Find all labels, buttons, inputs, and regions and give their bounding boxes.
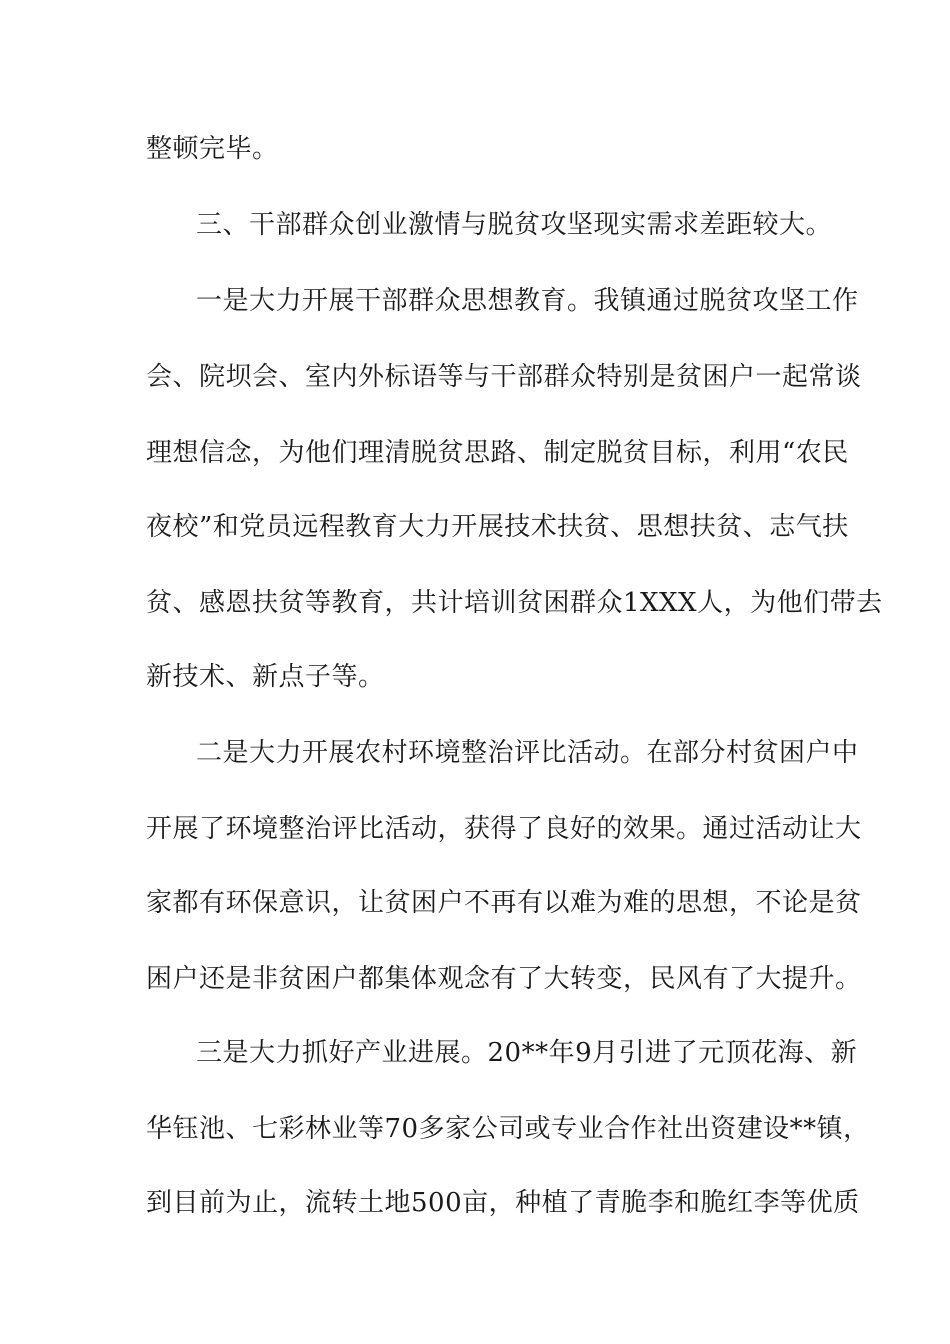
paragraph-line: 家都有环保意识，让贫困户不再有以难为难的思想，不论是贫 bbox=[146, 888, 862, 918]
paragraph-line: 华钰池、七彩林业等70多家公司或专业合作社出资建设**镇， bbox=[146, 1114, 870, 1144]
paragraph-line: 整顿完毕。 bbox=[146, 134, 279, 164]
paragraph-line: 到目前为止，流转土地500亩，种植了青脆李和脆红李等优质 bbox=[146, 1188, 860, 1218]
paragraph-line: 新技术、新点子等。 bbox=[146, 662, 385, 692]
section-heading: 三、干部群众创业激情与脱贫攻坚现实需求差距较大。 bbox=[196, 210, 833, 240]
paragraph-line: 困户还是非贫困户都集体观念有了大转变，民风有了大提升。 bbox=[146, 964, 862, 994]
paragraph-line: 二是大力开展农村环境整治评比活动。在部分村贫困户中 bbox=[196, 738, 859, 768]
paragraph-line: 三是大力抓好产业进展。20**年9月引进了元顶花海、新 bbox=[196, 1038, 858, 1068]
paragraph-line: 理想信念，为他们理清脱贫思路、制定脱贫目标，利用“农民 bbox=[146, 438, 849, 468]
paragraph-line: 贫、感恩扶贫等教育，共计培训贫困群众1XXX人，为他们带去 bbox=[146, 588, 883, 618]
paragraph-line: 开展了环境整治评比活动，获得了良好的效果。通过活动让大 bbox=[146, 814, 862, 844]
paragraph-line: 会、院坝会、室内外标语等与干部群众特别是贫困户一起常谈 bbox=[146, 362, 862, 392]
paragraph-line: 一是大力开展干部群众思想教育。我镇通过脱贫攻坚工作 bbox=[196, 286, 859, 316]
paragraph-line: 夜校”和党员远程教育大力开展技术扶贫、思想扶贫、志气扶 bbox=[146, 512, 849, 542]
